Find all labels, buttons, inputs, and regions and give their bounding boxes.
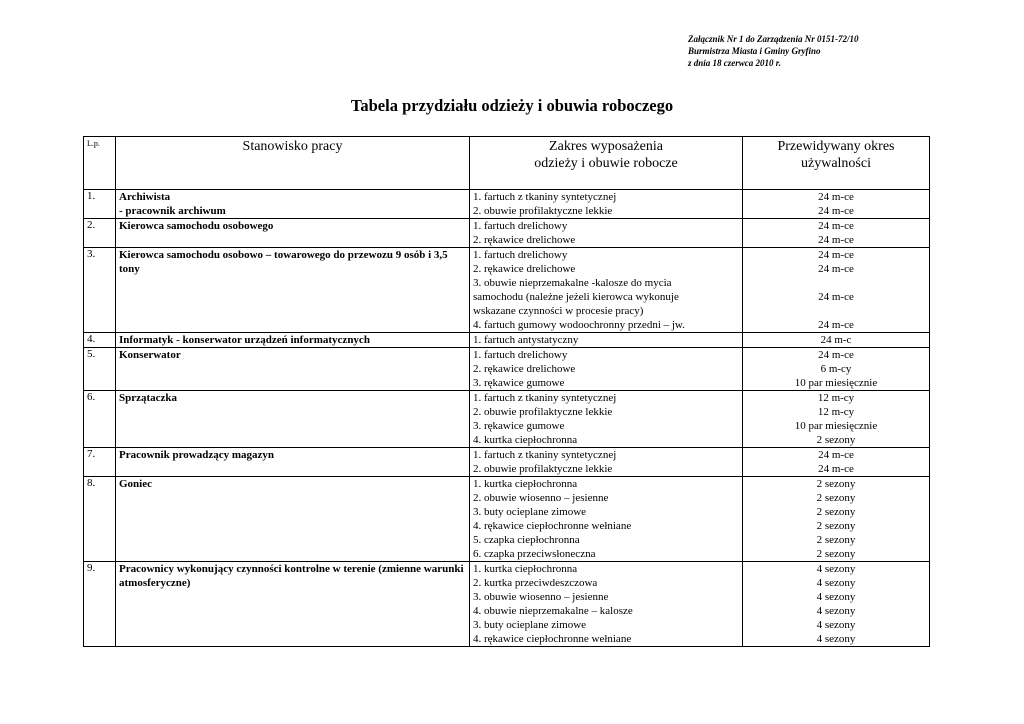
equipment-item: 2. rękawice drelichowe [473, 263, 576, 275]
row-equipment [470, 562, 743, 647]
period-value: 24 m-ce [818, 463, 854, 475]
period-value: 24 m-ce [818, 291, 854, 303]
equipment-item: 3. obuwie wiosenno – jesienne [473, 591, 609, 603]
period-value: 24 m-ce [818, 249, 854, 261]
row-lp: 4. [84, 333, 116, 348]
period-value: 24 m-ce [818, 220, 854, 232]
period-value: 24 m-ce [818, 205, 854, 217]
row-lp: 7. [84, 448, 116, 477]
equipment-item: samochodu (należne jeżeli kierowca wykonuje [473, 291, 679, 303]
row-lp: 5. [84, 348, 116, 391]
position-line: Konserwator [119, 349, 181, 361]
header-lp: L.p. [84, 137, 116, 190]
position-line: Kierowca samochodu osobowo – towarowego do przewozu 9 osób i 3,5 tony [119, 249, 448, 275]
equipment-item: 1. fartuch z tkaniny syntetycznej [473, 392, 617, 404]
attachment-note-line: Burmistrza Miasta i Gminy Gryfino [688, 46, 821, 56]
equipment-item: 1. kurtka ciepłochronna [473, 478, 578, 490]
equipment-item: 3. buty ocieplane zimowe [473, 506, 587, 518]
equipment-item: 1. fartuch antystatyczny [473, 334, 579, 346]
row-lp: 6. [84, 391, 116, 448]
position-line: Pracownicy wykonujący czynności kontrolne w terenie (zmienne warunki atmosferyczne) [119, 563, 464, 589]
period-value: 2 sezony [816, 434, 856, 446]
period-value: 24 m-ce [818, 449, 854, 461]
period-value: 24 m-ce [818, 319, 854, 331]
row-position [116, 448, 470, 477]
equipment-item: 3. rękawice gumowe [473, 377, 565, 389]
row-period [743, 562, 930, 647]
period-value: 24 m-ce [818, 191, 854, 203]
equipment-item: 2. rękawice drelichowe [473, 234, 576, 246]
table-row [84, 248, 930, 333]
row-lp: 2. [84, 219, 116, 248]
equipment-item: 2. rękawice drelichowe [473, 363, 576, 375]
equipment-item: 4. rękawice ciepłochronne wełniane [473, 520, 632, 532]
row-position [116, 391, 470, 448]
equipment-item: 1. fartuch z tkaniny syntetycznej [473, 449, 617, 461]
table-row [84, 219, 930, 248]
period-value: 2 sezony [816, 534, 856, 546]
table-header-row [84, 137, 930, 190]
table-row [84, 348, 930, 391]
period-value: 12 m-cy [817, 406, 855, 418]
header-period [743, 137, 930, 190]
position-line: Archiwista [119, 191, 171, 203]
row-equipment [470, 477, 743, 562]
row-period [743, 391, 930, 448]
equipment-item: 2. obuwie profilaktyczne lekkie [473, 463, 613, 475]
period-value: 10 par miesięcznie [794, 377, 878, 389]
equipment-item: 2. obuwie wiosenno – jesienne [473, 492, 609, 504]
row-equipment [470, 333, 743, 348]
position-line: Informatyk - konserwator urządzeń informatycznych [119, 334, 370, 346]
equipment-item: 4. kurtka ciepłochronna [473, 434, 578, 446]
equipment-item: 4. obuwie nieprzemakalne – kalosze [473, 605, 633, 617]
period-value: 12 m-cy [817, 392, 855, 404]
row-period [743, 219, 930, 248]
table-row [84, 562, 930, 647]
equipment-item: 4. rękawice ciepłochronne wełniane [473, 633, 632, 645]
period-value: 24 m-c [820, 334, 852, 346]
equipment-item: 3. rękawice gumowe [473, 420, 565, 432]
attachment-note-line: z dnia 18 czerwca 2010 r. [688, 58, 782, 68]
row-equipment [470, 190, 743, 219]
row-period [743, 248, 930, 333]
period-value: 4 sezony [816, 619, 856, 631]
period-value: 2 sezony [816, 548, 856, 560]
header-period-line: używalności [801, 156, 871, 171]
equipment-item: 6. czapka przeciwsłoneczna [473, 548, 596, 560]
period-value: 4 sezony [816, 633, 856, 645]
equipment-item: 2. obuwie profilaktyczne lekkie [473, 406, 613, 418]
equipment-item: 2. kurtka przeciwdeszczowa [473, 577, 598, 589]
row-period [743, 348, 930, 391]
period-value: 2 sezony [816, 520, 856, 532]
header-equipment-line: odzieży i obuwie robocze [534, 156, 678, 171]
period-value: 4 sezony [816, 605, 856, 617]
equipment-item: 2. obuwie profilaktyczne lekkie [473, 205, 613, 217]
row-position [116, 190, 470, 219]
row-position [116, 248, 470, 333]
equipment-item: 1. fartuch z tkaniny syntetycznej [473, 191, 617, 203]
header-period-line: Przewidywany okres [777, 139, 895, 154]
table-row [84, 448, 930, 477]
position-line: Pracownik prowadzący magazyn [119, 449, 275, 461]
period-value: 4 sezony [816, 577, 856, 589]
period-value: 24 m-ce [818, 263, 854, 275]
row-period [743, 333, 930, 348]
row-lp: 9. [84, 562, 116, 647]
row-period [743, 190, 930, 219]
period-value: 10 par miesięcznie [794, 420, 878, 432]
equipment-item: wskazane czynności w procesie pracy) [473, 305, 644, 317]
period-value [746, 276, 926, 290]
table-row [84, 477, 930, 562]
position-line: Goniec [119, 478, 152, 490]
row-position [116, 562, 470, 647]
row-lp: 1. [84, 190, 116, 219]
equipment-item: 1. fartuch drelichowy [473, 220, 568, 232]
equipment-item: 1. fartuch drelichowy [473, 249, 568, 261]
row-equipment [470, 219, 743, 248]
equipment-item: 1. fartuch drelichowy [473, 349, 568, 361]
period-value: 2 sezony [816, 478, 856, 490]
equipment-item: 3. obuwie nieprzemakalne -kalosze do mycia [473, 277, 672, 289]
header-equipment [470, 137, 743, 190]
position-line: Sprzątaczka [119, 392, 178, 404]
period-value: 2 sezony [816, 506, 856, 518]
equipment-item: 5. czapka ciepłochronna [473, 534, 580, 546]
table-row [84, 333, 930, 348]
table-row [84, 190, 930, 219]
period-value: 4 sezony [816, 591, 856, 603]
period-value: 4 sezony [816, 563, 856, 575]
row-position [116, 333, 470, 348]
period-value: 24 m-ce [818, 234, 854, 246]
row-equipment [470, 448, 743, 477]
row-equipment [470, 348, 743, 391]
row-position [116, 348, 470, 391]
attachment-note [688, 33, 859, 69]
row-period [743, 477, 930, 562]
period-value: 24 m-ce [818, 349, 854, 361]
row-period [743, 448, 930, 477]
header-equipment-line: Zakres wyposażenia [549, 139, 663, 154]
row-position [116, 219, 470, 248]
row-position [116, 477, 470, 562]
equipment-item: 1. kurtka ciepłochronna [473, 563, 578, 575]
row-lp: 8. [84, 477, 116, 562]
table-row [84, 391, 930, 448]
equipment-item: 4. fartuch gumowy wodoochronny przedni – jw. [473, 319, 685, 331]
position-line: Kierowca samochodu osobowego [119, 220, 274, 232]
period-value [746, 304, 926, 318]
position-line: - pracownik archiwum [119, 205, 226, 217]
equipment-item: 3. buty ocieplane zimowe [473, 619, 587, 631]
row-lp: 3. [84, 248, 116, 333]
period-value: 2 sezony [816, 492, 856, 504]
allocation-table [83, 136, 930, 647]
row-equipment [470, 391, 743, 448]
row-equipment [470, 248, 743, 333]
document-title: Tabela przydziału odzieży i obuwia roboczego [350, 96, 674, 115]
attachment-note-line: Załącznik Nr 1 do Zarządzenia Nr 0151-72/10 [688, 34, 859, 44]
period-value: 6 m-cy [820, 363, 852, 375]
header-position: Stanowisko pracy [116, 137, 470, 190]
